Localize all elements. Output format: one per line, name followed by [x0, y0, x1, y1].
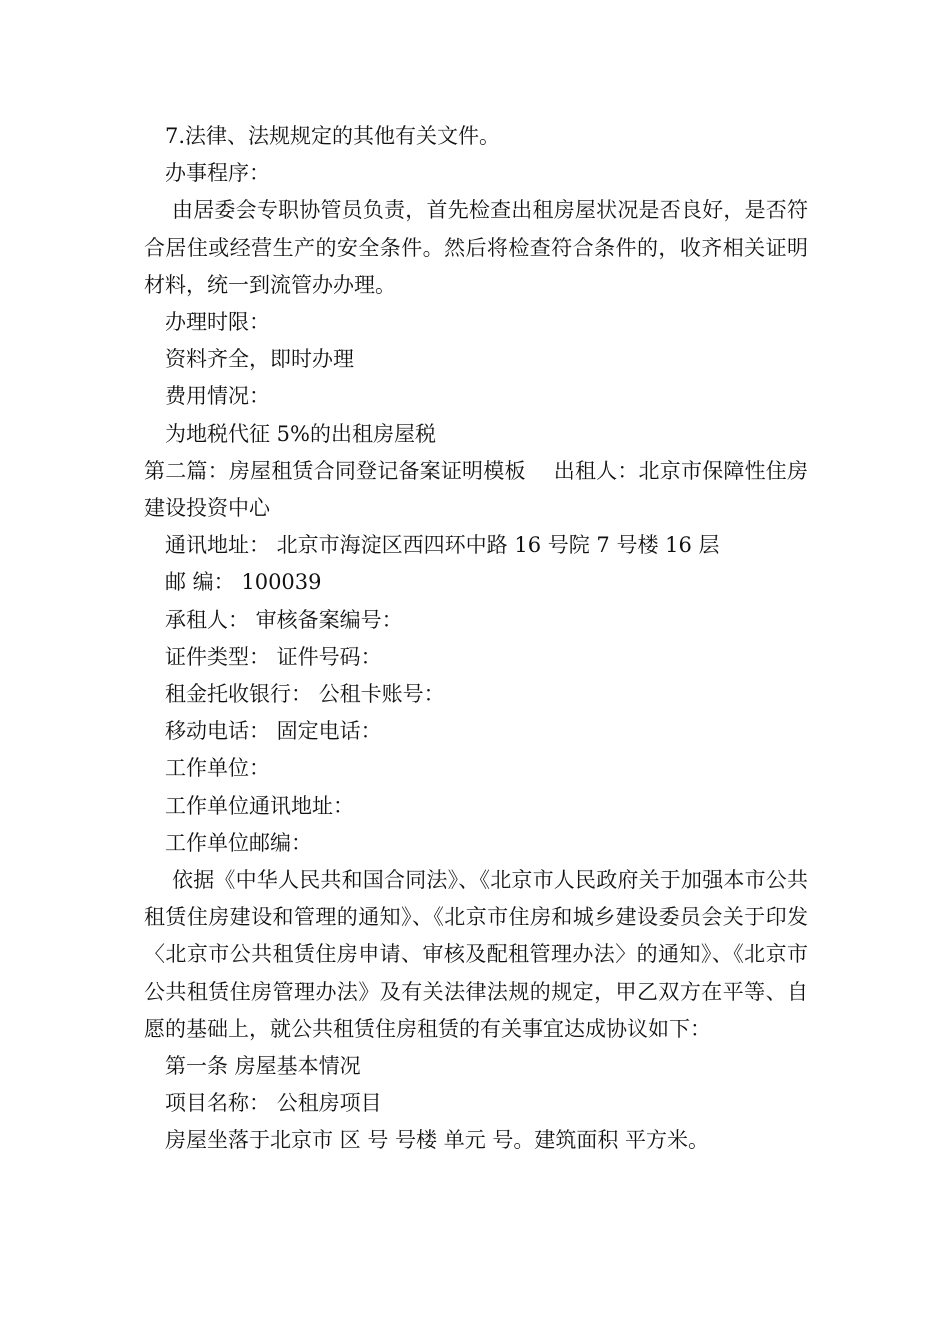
field-house-location: 房屋坐落于北京市 区 号 号楼 单元 号。建筑面积 平方米。 — [165, 1128, 710, 1153]
section-title-part-two: 第二篇：房屋租赁合同登记备案证明模板 出租人：北京市保障性住房建设投资中心 — [144, 458, 808, 521]
field-employer-postcode: 工作单位邮编： — [165, 830, 312, 855]
field-lessee: 承租人： 审核备案编号： — [165, 607, 403, 632]
field-address: 通讯地址： 北京市海淀区西四环中路 16 号院 7 号楼 16 层 — [165, 533, 720, 558]
field-postcode: 邮 编： 100039 — [165, 570, 322, 595]
heading-fees: 费用情况： — [165, 384, 270, 409]
article-one-title: 第一条 房屋基本情况 — [165, 1054, 361, 1079]
field-employer-address: 工作单位通讯地址： — [165, 793, 354, 818]
paragraph-legal-documents: 7.法律、法规规定的其他有关文件。 — [165, 124, 501, 148]
field-employer: 工作单位： — [165, 756, 270, 781]
document-body — [144, 118, 808, 1160]
heading-procedure: 办事程序： — [165, 161, 270, 186]
field-project-name: 项目名称： 公租房项目 — [165, 1091, 382, 1116]
field-phone: 移动电话： 固定电话： — [165, 719, 382, 744]
field-id-type: 证件类型： 证件号码： — [165, 644, 382, 669]
paragraph-time-limit: 资料齐全，即时办理 — [165, 347, 354, 372]
paragraph-legal-basis: 依据《中华人民共和国合同法》、《北京市人民政府关于加强本市公共租赁住房建设和管理的通知》、《北京市住房和城乡建设委员会关于印发〈北京市公共租赁住房申请、审核及配租管理办法〉的通知》、《北京市公共租赁住房管理办法》及有关法律法规的规定，甲乙双方在平等、自愿的基础上，就公共租赁住房租赁的有关事宜达成协议如下： — [144, 868, 808, 1041]
field-bank: 租金托收银行： 公租卡账号： — [165, 682, 445, 707]
heading-time-limit: 办理时限： — [165, 310, 270, 335]
paragraph-procedure: 由居委会专职协管员负责，首先检查出租房屋状况是否良好，是否符合居住或经营生产的安全条件。然后将检查符合条件的，收齐相关证明材料，统一到流管办办理。 — [144, 198, 808, 297]
paragraph-fees: 为地税代征 5%的出租房屋税 — [165, 421, 436, 446]
